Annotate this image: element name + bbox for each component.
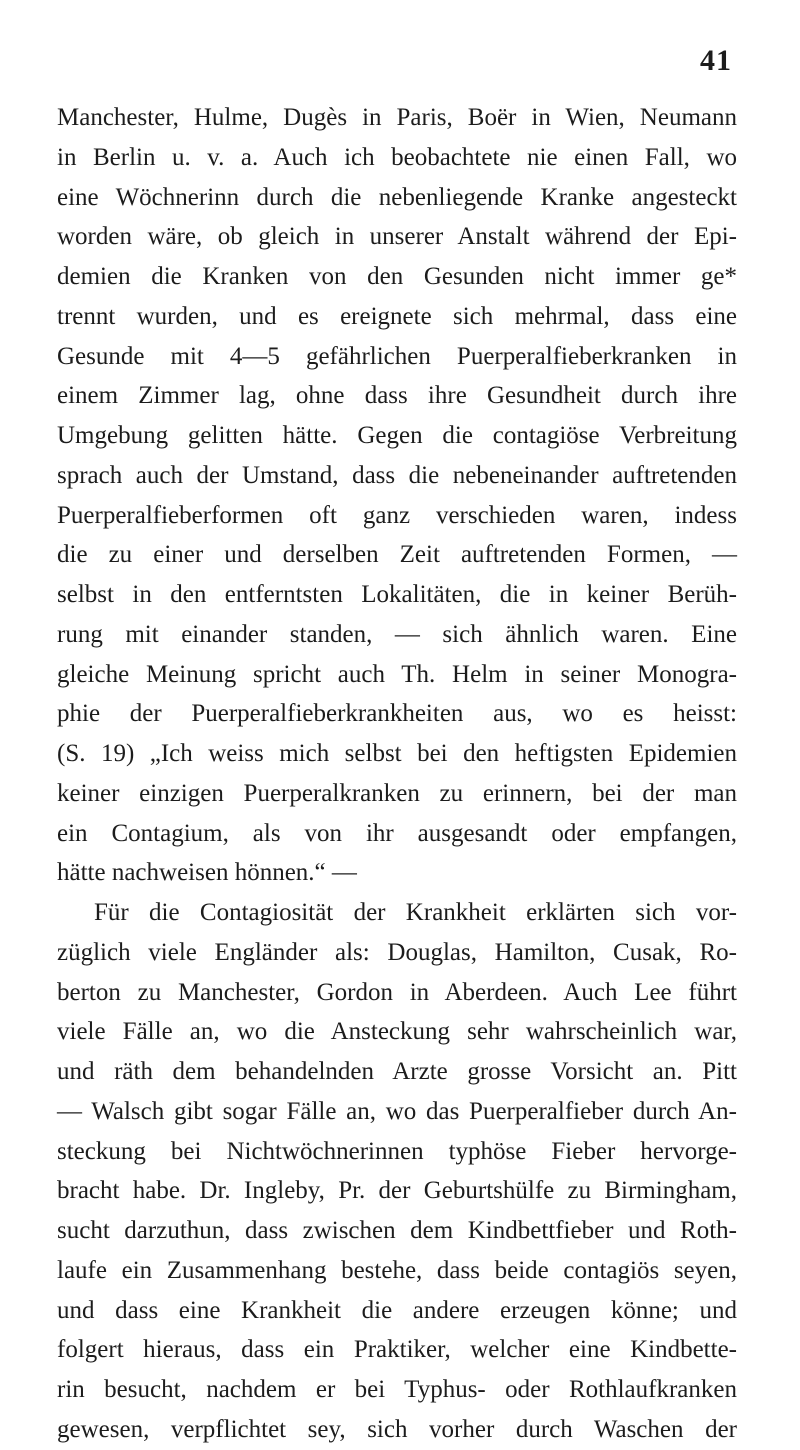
- text-line: und räth dem behandelnden Arzte grosse Vorsicht an. Pitt: [57, 1058, 737, 1085]
- text-line: Umgebung gelitten hätte. Gegen die contagiöse Verbreitung: [57, 422, 737, 449]
- text-line: Puerperalfieberformen oft ganz verschieden waren, indess: [57, 501, 737, 529]
- text-line: bracht habe. Dr. Ingleby, Pr. der Geburtshülfe zu Birmingham,: [57, 1177, 737, 1205]
- text-line: berton zu Manchester, Gordon in Aberdeen. Auch Lee führt: [57, 978, 737, 1006]
- text-line: steckung bei Nichtwöchnerinnen typhöse Fieber hervorge-: [57, 1137, 737, 1165]
- text-line: gewesen, verpflichtet sey, sich vorher durch Waschen der: [57, 1415, 737, 1443]
- text-line: sucht darzuthun, dass zwischen dem Kindbettfieber und Roth-: [57, 1217, 737, 1244]
- text-line: — Walsch gibt sogar Fälle an, wo das Puerperalfieber durch An-: [57, 1097, 737, 1125]
- text-line: worden wäre, ob gleich in unserer Anstalt während der Epi-: [57, 223, 737, 251]
- text-line: Manchester, Hulme, Dugès in Paris, Boër in Wien, Neumann: [57, 104, 737, 131]
- page-number: 41: [700, 44, 732, 77]
- text-line: und dass eine Krankheit die andere erzeugen könne; und: [57, 1296, 737, 1324]
- text-line: Gesunde mit 4—5 gefährlichen Puerperalfieberkranken in: [57, 342, 737, 370]
- text-line: rung mit einander standen, — sich ähnlich waren. Eine: [57, 620, 737, 648]
- text-line: keiner einzigen Puerperalkranken zu erinnern, bei der man: [57, 779, 737, 807]
- body-text: [57, 98, 737, 1450]
- text-line: in Berlin u. v. a. Auch ich beobachtete nie einen Fall, wo: [57, 143, 737, 171]
- text-line: laufe ein Zusammenhang bestehe, dass beide contagiös seyen,: [57, 1256, 737, 1284]
- text-line: (S. 19) „Ich weiss mich selbst bei den heftigsten Epidemien: [57, 740, 737, 767]
- text-line: eine Wöchnerinn durch die nebenliegende Kranke angesteckt: [57, 183, 737, 211]
- text-line: selbst in den entferntsten Lokalitäten, die in keiner Berüh-: [57, 581, 737, 608]
- text-line: folgert hieraus, dass ein Praktiker, welcher eine Kindbette-: [57, 1336, 737, 1364]
- text-line: Für die Contagiosität der Krankheit erklärten sich vor-: [94, 899, 737, 926]
- text-line: ein Contagium, als von ihr ausgesandt oder empfangen,: [57, 819, 737, 847]
- text-line: rin besucht, nachdem er bei Typhus- oder Rothlaufkranken: [57, 1376, 737, 1403]
- text-line: einem Zimmer lag, ohne dass ihre Gesundheit durch ihre: [57, 382, 737, 410]
- text-line: viele Fälle an, wo die Ansteckung sehr wahrscheinlich war,: [57, 1018, 737, 1046]
- text-line: die zu einer und derselben Zeit auftretenden Formen, —: [57, 541, 737, 569]
- text-line: sprach auch der Umstand, dass die nebeneinander auftretenden: [57, 461, 737, 489]
- text-line: phie der Puerperalfieberkrankheiten aus, wo es heisst:: [57, 700, 737, 728]
- text-line: trennt wurden, und es ereignete sich mehrmal, dass eine: [57, 302, 737, 330]
- text-line: hätte nachweisen hönnen.“ —: [57, 859, 357, 887]
- text-line: züglich viele Engländer als: Douglas, Hamilton, Cusak, Ro-: [57, 938, 737, 966]
- text-line: demien die Kranken von den Gesunden nicht immer ge*: [57, 263, 737, 290]
- text-line: gleiche Meinung spricht auch Th. Helm in seiner Monogra-: [57, 660, 737, 688]
